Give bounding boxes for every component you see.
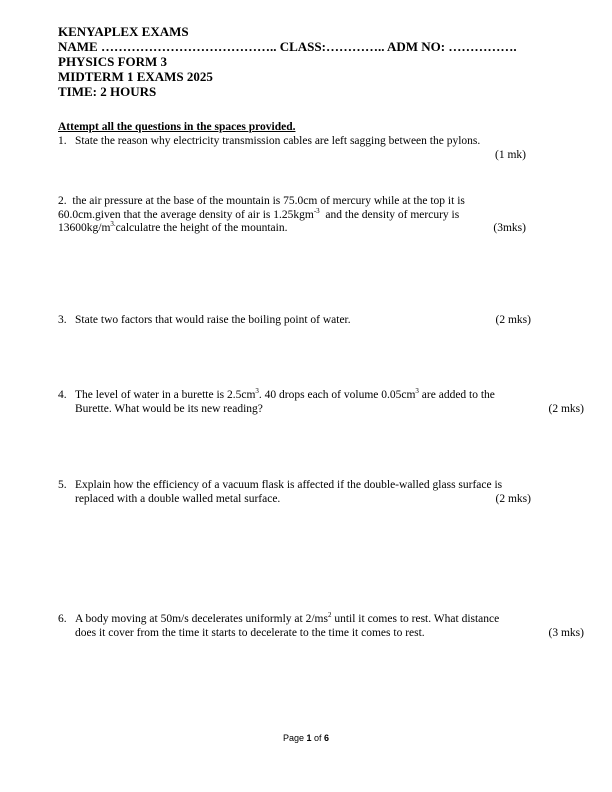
question-number: 5. [58,479,67,491]
question-1 [58,135,568,162]
question-text-line-1: Explain how the efficiency of a vacuum flask is affected if the double-walled glass surface is [75,479,503,491]
question-marks: (3mks) [493,222,526,234]
current-page-number: 1 [306,733,312,743]
question-marks: (2 mks) [548,402,584,415]
page-label: Page [282,733,304,743]
question-number: 1. [58,135,67,147]
question-text-line-1a: A body moving at 50m/s decelerates uniformly at 2/ms [75,613,328,625]
question-text-line-1c: are added to the [421,389,495,401]
question-text-line-1a: The level of water in a burette is 2.5cm [75,389,256,401]
question-5 [58,479,568,506]
question-marks: (3 mks) [548,626,584,639]
question-4 [58,387,584,416]
question-text-line-2a: 60.0cm.given that the average density of air is 1.25kgm [58,208,314,221]
question-text-line-1: the air pressure at the base of the mountain is 75.0cm of mercury while at the top it is [72,195,465,207]
question-text: State two factors that would raise the boiling point of water. [75,314,351,326]
question-text-line-2: replaced with a double walled metal surface. [75,492,281,505]
question-marks: (1 mk) [495,148,526,161]
question-text: State the reason why electricity transmission cables are left sagging between the pylons. [75,135,481,147]
question-text-line-3b: calculatre the height of the mountain. [115,222,288,234]
question-number: 6. [58,613,67,625]
question-marks: (2 mks) [495,492,531,505]
question-text-line-1b: . 40 drops each of volume 0.05cm [258,389,416,401]
total-pages-number: 6 [324,733,330,743]
school-name: KENYAPLEX EXAMS [58,24,189,39]
question-text-line-2: does it cover from the time it starts to decelerate to the time it comes to rest. [75,626,425,639]
exponent: 2 [327,611,332,620]
subject-title: PHYSICS FORM 3 [58,54,168,69]
exponent: -3 [313,206,320,215]
exponent: 3 [255,387,259,396]
page-footer [0,732,612,746]
question-number: 2. [58,195,67,207]
question-6 [58,611,584,640]
of-label: of [314,733,322,743]
question-text-line-2: Burette. What would be its new reading? [75,402,263,415]
question-3 [58,314,568,328]
question-text-line-3a: 13600kg/m [58,222,111,234]
exponent: 3 [415,387,419,396]
question-text-line-2b: and the density of mercury is [325,208,460,221]
question-number: 3. [58,314,67,326]
question-number: 4. [58,389,67,401]
question-text-line-1b: until it comes to rest. What distance [334,613,500,625]
question-2 [58,195,568,236]
exponent: 3. [110,220,116,229]
instructions: Attempt all the questions in the spaces provided. [58,121,296,133]
student-details-line: NAME ………………………………….. CLASS:………….. ADM NO: ……………. [58,39,517,54]
exam-title: MIDTERM 1 EXAMS 2025 [58,69,213,84]
question-marks: (2 mks) [495,314,531,326]
exam-duration: TIME: 2 HOURS [58,84,157,99]
